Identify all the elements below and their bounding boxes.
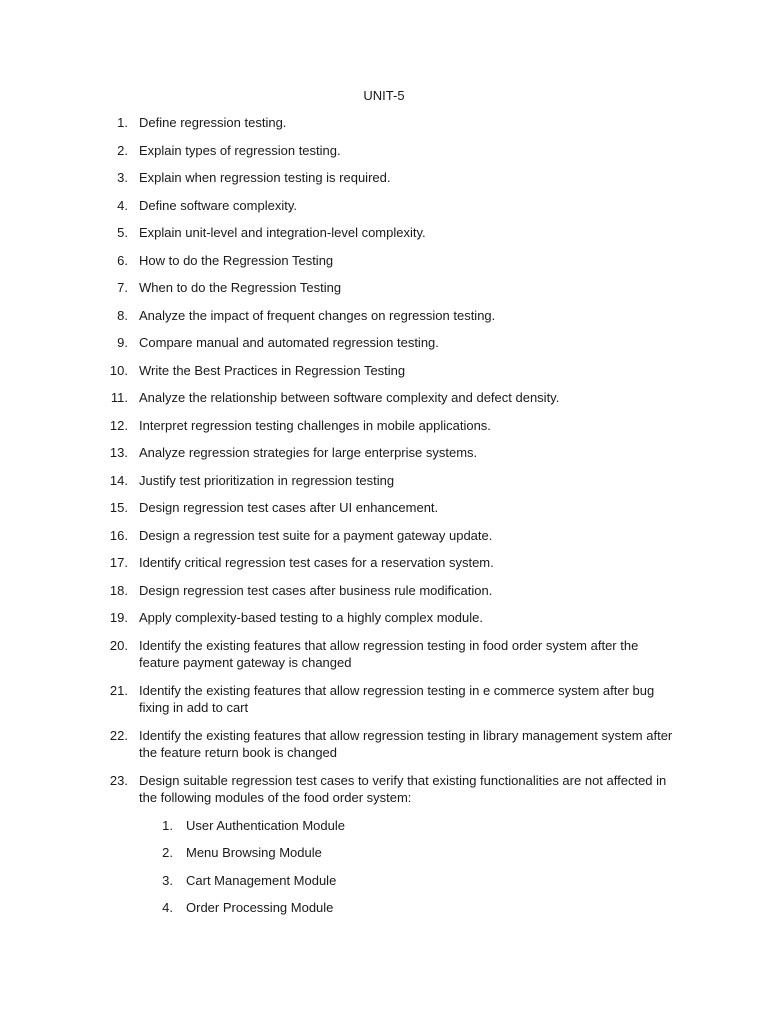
item-text: Design a regression test suite for a payment gateway update. bbox=[139, 527, 493, 543]
item-number: 8. bbox=[117, 307, 128, 323]
item-number: 12. bbox=[109, 417, 128, 433]
sub-item-number: 2. bbox=[162, 845, 173, 860]
sub-list-item bbox=[139, 899, 674, 917]
list-item bbox=[0, 142, 674, 160]
item-text: Identify critical regression test cases for a reservation system. bbox=[139, 555, 494, 570]
list-item bbox=[0, 499, 674, 517]
list-item bbox=[0, 527, 674, 545]
list-item bbox=[0, 252, 674, 270]
item-number: 10. bbox=[109, 362, 128, 378]
item-text: Interpret regression testing challenges in mobile applications. bbox=[139, 417, 491, 433]
item-text: Justify test prioritization in regression testing bbox=[139, 472, 395, 488]
item-number: 3. bbox=[117, 170, 128, 185]
list-item bbox=[0, 609, 674, 627]
list-item bbox=[0, 472, 674, 490]
item-number: 21. bbox=[109, 682, 128, 698]
list-item bbox=[0, 554, 674, 572]
list-item bbox=[0, 114, 674, 132]
item-number: 18. bbox=[109, 582, 128, 598]
list-item bbox=[0, 362, 674, 380]
item-text: Identify the existing features that allow regression testing in library management system after the feature return book is changed bbox=[139, 727, 673, 760]
list-item bbox=[0, 444, 674, 462]
item-text: Analyze the relationship between software complexity and defect density. bbox=[139, 390, 560, 405]
item-text: Define regression testing. bbox=[139, 115, 287, 130]
item-text: Design regression test cases after UI enhancement. bbox=[139, 500, 439, 515]
list-item bbox=[0, 307, 674, 325]
item-number: 2. bbox=[117, 142, 128, 158]
list-item bbox=[0, 224, 674, 242]
item-text: Apply complexity-based testing to a highly complex module. bbox=[139, 610, 483, 625]
item-text: When to do the Regression Testing bbox=[139, 280, 342, 295]
item-text: Analyze the impact of frequent changes on regression testing. bbox=[139, 307, 496, 323]
item-text: Explain types of regression testing. bbox=[139, 142, 341, 158]
item-number: 13. bbox=[109, 445, 128, 460]
list-item bbox=[0, 279, 674, 297]
list-item bbox=[0, 197, 674, 215]
list-item bbox=[0, 417, 674, 435]
item-text: Define software complexity. bbox=[139, 197, 297, 213]
sub-item-number: 4. bbox=[162, 900, 173, 915]
sub-item-list bbox=[139, 817, 674, 917]
item-text: Design regression test cases after business rule modification. bbox=[139, 582, 493, 598]
sub-item-text: Order Processing Module bbox=[186, 900, 334, 915]
item-number: 15. bbox=[109, 500, 128, 515]
item-number: 16. bbox=[109, 527, 128, 543]
list-item bbox=[0, 169, 674, 187]
item-number: 22. bbox=[109, 727, 128, 743]
item-number: 7. bbox=[117, 280, 128, 295]
item-number: 11. bbox=[110, 390, 128, 405]
sub-item-text: User Authentication Module bbox=[186, 817, 345, 833]
list-item bbox=[0, 582, 674, 600]
item-number: 19. bbox=[109, 610, 128, 625]
item-number: 5. bbox=[117, 225, 128, 240]
sub-list-item bbox=[139, 872, 674, 890]
item-text: Identify the existing features that allow regression testing in e commerce system after bug fixing in add to cart bbox=[139, 682, 655, 715]
item-number: 9. bbox=[117, 335, 128, 350]
item-text: Explain unit-level and integration-level complexity. bbox=[139, 225, 426, 240]
item-number: 14. bbox=[109, 472, 128, 488]
sub-list-item bbox=[139, 817, 674, 835]
item-number: 17. bbox=[109, 555, 128, 570]
list-item bbox=[0, 334, 674, 352]
list-item bbox=[0, 727, 674, 762]
list-item bbox=[0, 637, 674, 672]
item-text: Compare manual and automated regression testing. bbox=[139, 335, 439, 350]
item-number: 23. bbox=[109, 772, 128, 788]
item-text: How to do the Regression Testing bbox=[139, 252, 334, 268]
item-number: 20. bbox=[109, 637, 128, 653]
question-list bbox=[0, 114, 768, 927]
item-text: Identify the existing features that allow regression testing in food order system after the feature payment gateway is changed bbox=[139, 637, 639, 670]
sub-item-number: 1. bbox=[162, 817, 173, 833]
sub-list-item bbox=[139, 844, 674, 862]
sub-item-number: 3. bbox=[162, 872, 173, 888]
item-number: 6. bbox=[117, 252, 128, 268]
item-number: 4. bbox=[117, 197, 128, 213]
sub-item-text: Menu Browsing Module bbox=[186, 845, 322, 860]
list-item bbox=[0, 682, 674, 717]
sub-item-text: Cart Management Module bbox=[186, 872, 337, 888]
item-text: Write the Best Practices in Regression Testing bbox=[139, 362, 406, 378]
item-text: Analyze regression strategies for large enterprise systems. bbox=[139, 445, 478, 460]
page-title: UNIT-5 bbox=[363, 88, 405, 103]
item-number: 1. bbox=[117, 115, 128, 130]
list-item bbox=[0, 389, 674, 407]
list-item bbox=[0, 772, 674, 917]
item-text: Design suitable regression test cases to verify that existing functionalities are not affected in the following modules of the food order system: bbox=[139, 772, 667, 805]
item-text: Explain when regression testing is required. bbox=[139, 170, 391, 185]
